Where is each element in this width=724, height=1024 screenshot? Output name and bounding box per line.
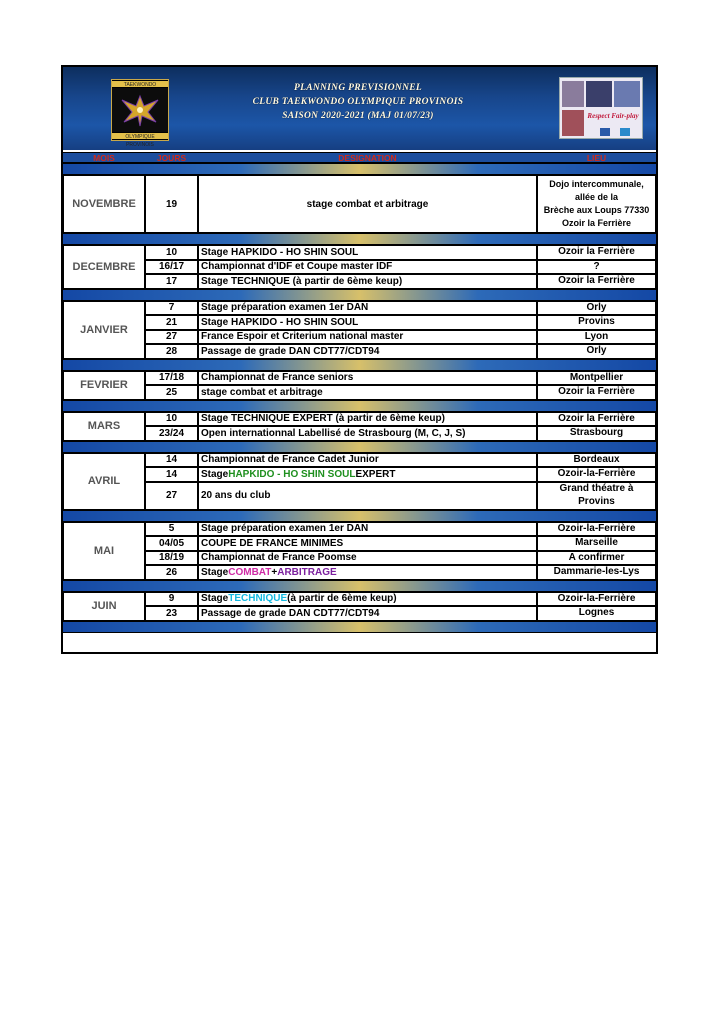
day-cell: 14	[145, 453, 198, 468]
lieu-cell	[537, 606, 656, 621]
lieu-line: allée de la	[574, 192, 619, 202]
lieu-text	[560, 483, 634, 508]
club-logo	[111, 79, 169, 148]
lieu-cell	[537, 274, 656, 289]
designation-part: +	[271, 566, 278, 578]
lieu-line: Ozoir-la-Ferrière	[557, 522, 636, 534]
lieu-cell	[537, 245, 656, 260]
designation-cell: Championnat de France seniors	[198, 371, 537, 386]
designation-cell: Stage TECHNIQUE (à partir de 6ème keup)	[198, 274, 537, 289]
designation-cell: Stage HAPKIDO - HO SHIN SOUL	[198, 245, 537, 260]
planning-sheet	[61, 65, 658, 654]
lieu-text	[579, 607, 615, 620]
lieu-line: Ozoir la Ferrière	[558, 275, 635, 286]
month-cell: DECEMBRE	[63, 245, 145, 289]
lieu-cell	[537, 260, 656, 275]
lieu-line: Provins	[578, 495, 615, 507]
lieu-line: ?	[593, 260, 600, 272]
lieu-cell	[537, 592, 656, 607]
day-cell: 18/19	[145, 551, 198, 566]
lieu-cell	[537, 385, 656, 400]
designation-cell: France Espoir et Criterium national master	[198, 330, 537, 345]
lieu-line: Marseille	[575, 537, 618, 548]
lieu-text	[578, 316, 615, 329]
lieu-text	[544, 178, 650, 230]
lieu-text	[558, 468, 636, 481]
designation-cell: Passage de grade DAN CDT77/CDT94	[198, 344, 537, 359]
lieu-cell	[537, 344, 656, 359]
day-cell: 17	[145, 274, 198, 289]
designation-cell: stage combat et arbitrage	[198, 175, 537, 233]
column-header-designation: DESIGNATION	[198, 152, 537, 163]
lieu-cell	[537, 522, 656, 537]
day-cell: 25	[145, 385, 198, 400]
lieu-text	[558, 275, 635, 288]
column-header-lieu: LIEU	[537, 152, 656, 163]
lieu-cell	[537, 330, 656, 345]
lieu-line: Orly	[586, 301, 607, 313]
header-banner	[63, 67, 656, 150]
day-cell: 26	[145, 565, 198, 580]
lieu-text	[569, 552, 625, 565]
lieu-text	[558, 593, 636, 606]
designation-cell: Championnat d'IDF et Coupe master IDF	[198, 260, 537, 275]
designation-part: Stage	[201, 593, 229, 605]
lieu-text	[585, 331, 609, 344]
day-cell: 27	[145, 330, 198, 345]
lieu-text	[593, 261, 599, 274]
designation-cell: Passage de grade DAN CDT77/CDT94	[198, 606, 537, 621]
lieu-text	[570, 427, 623, 440]
page-title	[213, 81, 503, 123]
lieu-line: Ozoir la Ferrière	[558, 412, 635, 424]
day-cell: 5	[145, 522, 198, 537]
designation-cell	[198, 565, 537, 580]
designation-part: ARBITRAGE	[277, 566, 337, 578]
lieu-text	[558, 523, 636, 536]
separator-band	[63, 400, 656, 412]
separator-band	[63, 163, 656, 175]
designation-cell: Championnat de France Poomse	[198, 551, 537, 566]
lieu-text	[558, 413, 635, 426]
lieu-text	[558, 386, 635, 399]
day-cell: 23/24	[145, 426, 198, 441]
designation-part: Stage	[201, 566, 229, 578]
day-cell: 16/17	[145, 260, 198, 275]
lieu-text	[586, 345, 606, 358]
lieu-cell	[537, 467, 656, 482]
lieu-line: Brèche aux Loups 77330	[543, 205, 650, 215]
separator-band	[63, 441, 656, 453]
lieu-line: Dammarie-les-Lys	[553, 566, 640, 577]
lieu-cell	[537, 301, 656, 316]
day-cell: 10	[145, 412, 198, 427]
lieu-line: A confirmer	[568, 551, 625, 563]
designation-cell: Open internationnal Labellisé de Strasbourg (M, C, J, S)	[198, 426, 537, 441]
separator-band	[63, 510, 656, 522]
month-cell: FEVRIER	[63, 371, 145, 400]
lieu-line: Bordeaux	[573, 453, 620, 465]
day-cell: 28	[145, 344, 198, 359]
designation-cell: Championnat de France Cadet Junior	[198, 453, 537, 468]
month-cell: MARS	[63, 412, 145, 441]
lieu-line: Lognes	[578, 607, 615, 618]
lieu-line: Ozoir la Ferrière	[561, 218, 632, 228]
separator-band	[63, 359, 656, 371]
designation-part: COMBAT	[228, 566, 272, 578]
lieu-cell	[537, 315, 656, 330]
month-cell: JANVIER	[63, 301, 145, 359]
lieu-text	[558, 246, 635, 259]
lieu-line: Provins	[578, 316, 615, 327]
lieu-line: Ozoir-la-Ferrière	[557, 468, 636, 479]
designation-part: Stage	[201, 468, 229, 480]
day-cell: 7	[145, 301, 198, 316]
lieu-line: Grand théatre à	[559, 483, 634, 494]
day-cell: 27	[145, 482, 198, 510]
day-cell: 19	[145, 175, 198, 233]
designation-part: TECHNIQUE	[228, 593, 288, 605]
lieu-line: Strasbourg	[569, 427, 624, 438]
designation-cell: Stage TECHNIQUE EXPERT (à partir de 6ème keup)	[198, 412, 537, 427]
designation-part: HAPKIDO - HO SHIN SOUL	[228, 468, 356, 480]
lieu-cell	[537, 453, 656, 468]
day-cell: 21	[145, 315, 198, 330]
designation-cell	[198, 467, 537, 482]
lieu-text	[575, 537, 618, 550]
designation-cell: 20 ans du club	[198, 482, 537, 510]
designation-part: (à partir de 6ème keup)	[287, 593, 397, 605]
lieu-cell	[537, 565, 656, 580]
lieu-cell	[537, 371, 656, 386]
designation-cell: Stage HAPKIDO - HO SHIN SOUL	[198, 315, 537, 330]
lieu-line: Ozoir la Ferrière	[558, 386, 635, 397]
separator-band	[63, 233, 656, 245]
day-cell: 10	[145, 245, 198, 260]
separator-band	[63, 621, 656, 633]
lieu-line: Ozoir-la-Ferrière	[557, 592, 636, 604]
lieu-text	[554, 566, 640, 579]
collage-caption: Respect Fair-play	[587, 112, 639, 120]
day-cell: 14	[145, 467, 198, 482]
designation-cell: COUPE DE FRANCE MINIMES	[198, 536, 537, 551]
lieu-cell	[537, 482, 656, 510]
designation-cell: Stage préparation examen 1er DAN	[198, 522, 537, 537]
lieu-text	[570, 372, 623, 385]
club-logo-top-text: TAEKWONDO	[112, 80, 168, 88]
day-cell: 04/05	[145, 536, 198, 551]
separator-band	[63, 289, 656, 301]
phoenix-icon	[118, 92, 162, 130]
lieu-line: Montpellier	[569, 371, 624, 383]
lieu-cell	[537, 551, 656, 566]
separator-band	[63, 580, 656, 592]
month-cell: AVRIL	[63, 453, 145, 510]
title-line-2: CLUB TAEKWONDO OLYMPIQUE PROVINOIS	[252, 97, 464, 107]
title-line-1: PLANNING PREVISIONNEL	[294, 83, 422, 93]
designation-cell	[198, 592, 537, 607]
lieu-cell	[537, 412, 656, 427]
lieu-line: Orly	[586, 345, 607, 356]
lieu-line: Lyon	[584, 330, 609, 342]
day-cell: 9	[145, 592, 198, 607]
designation-cell: Stage préparation examen 1er DAN	[198, 301, 537, 316]
club-logo-bottom-text: OLYMPIQUE PROVINOIS	[112, 132, 168, 140]
lieu-text	[586, 302, 606, 315]
lieu-text	[573, 454, 619, 467]
photo-collage	[559, 77, 643, 139]
lieu-cell	[537, 536, 656, 551]
day-cell: 17/18	[145, 371, 198, 386]
lieu-cell	[537, 175, 656, 233]
day-cell: 23	[145, 606, 198, 621]
lieu-line: Dojo intercommunale,	[549, 179, 644, 189]
column-header-mois: MOIS	[63, 152, 145, 163]
lieu-cell	[537, 426, 656, 441]
designation-part: EXPERT	[355, 468, 396, 480]
designation-cell: stage combat et arbitrage	[198, 385, 537, 400]
column-header-jours: JOURS	[145, 152, 198, 163]
month-cell: JUIN	[63, 592, 145, 621]
title-line-3: SAISON 2020-2021 (MAJ 01/07/23)	[282, 111, 434, 121]
month-cell: NOVEMBRE	[63, 175, 145, 233]
lieu-line: Ozoir la Ferrière	[558, 246, 635, 257]
month-cell: MAI	[63, 522, 145, 580]
